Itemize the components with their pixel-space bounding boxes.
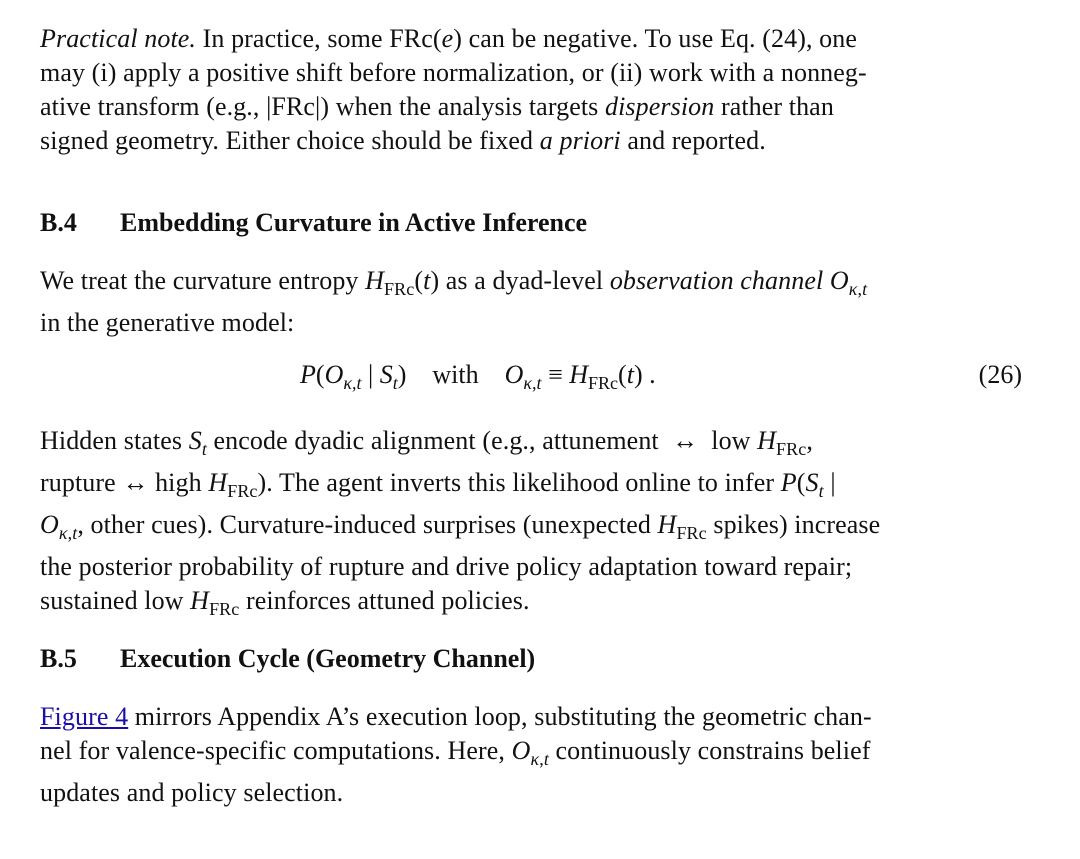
practical-note-paragraph: Practical note. In practice, some FRc(e) can be negative. To use Eq. (24), one may (i) apply a positive shift before normalization, or (ii) work with a nonneg- ative transform (e.g., |FRc|) when the analysis targets dispersion rather than signed geometry. Either choice should be fixed a priori and reported. [40, 24, 867, 155]
section-number: B.4 [40, 208, 77, 237]
section-number: B.5 [40, 644, 77, 673]
b4-paragraph-2: Hidden states $S_t$ encode dyadic alignment (e.g., attunement ↔ low $H_{FRc}$, rupture ↔ high $H_{FRc}$). The agent inverts this likelihood online to infer $P(S_t$ | $O_{\kappa,t}$, other cues). Curvature-induced surprises (unexpected $H_{FRc}$ spikes) increase the posterior probability of rupture and drive policy adaptation toward repair; sustained low $H_{FRc}$ reinforces attuned policies. [40, 426, 881, 619]
equation-body: $P(O_{\kappa,t}$ | $S_t$) with $O_{\kappa,t} \equiv H_{FRc}(t)$ . [300, 360, 656, 393]
equation-number: (26) [978, 360, 1022, 389]
practical-note-lead: Practical note. [40, 24, 197, 53]
section-heading-b5 [40, 644, 535, 674]
figure-4-link[interactable]: Figure 4 [40, 702, 129, 731]
b4-paragraph-1: We treat the curvature entropy $H_{FRc}(t)$ as a dyad-level observation channel $O_{\kappa,t}$ in the generative model: [40, 266, 868, 337]
section-heading-b4 [40, 208, 587, 238]
section-title: Embedding Curvature in Active Inference [120, 208, 588, 237]
equation-26 [300, 360, 1022, 394]
section-title: Execution Cycle (Geometry Channel) [120, 644, 536, 673]
b5-paragraph: Figure 4 mirrors Appendix A’s execution loop, substituting the geometric chan- nel for valence-specific computations. Here, $O_{\kappa,t}$ continuously constrains belief updates and policy selection. [40, 702, 872, 807]
